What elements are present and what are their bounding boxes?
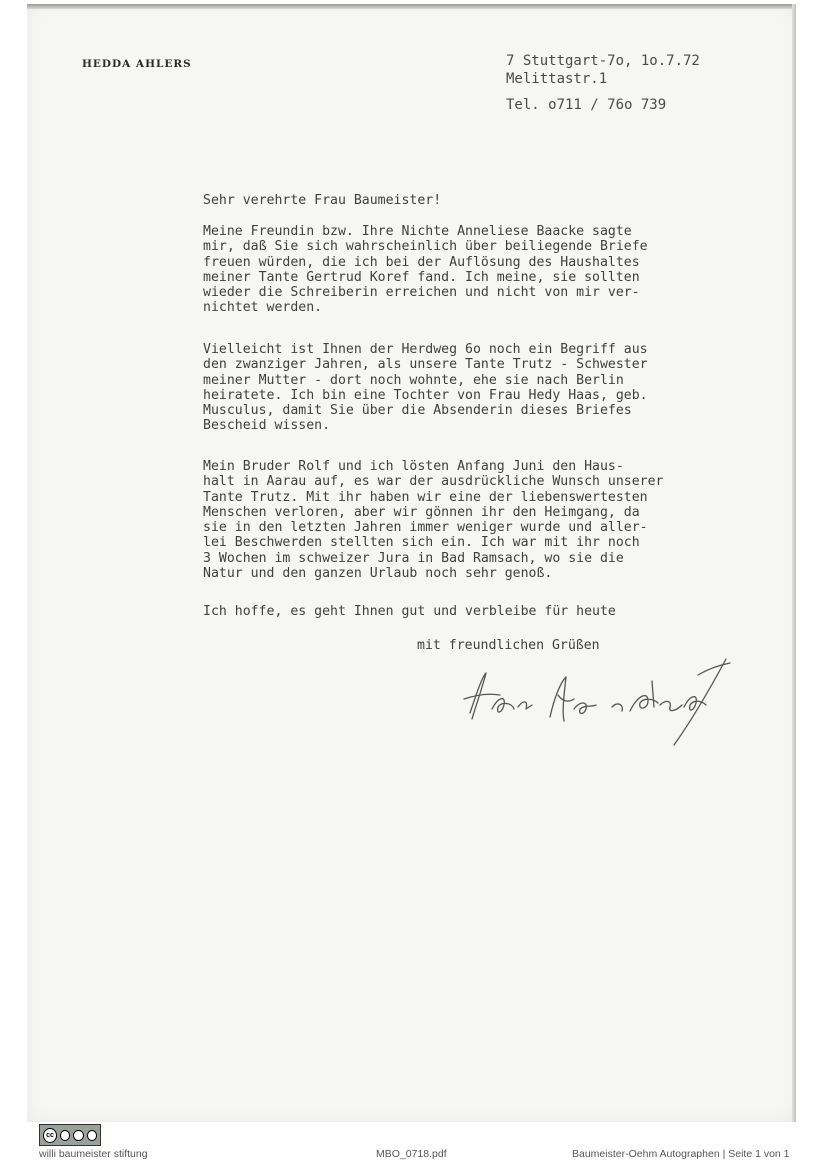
paragraph-4: Ich hoffe, es geht Ihnen gut und verbleibe für heute: [203, 604, 616, 619]
address-line-1: 7 Stuttgart-7o, 1o.7.72: [506, 53, 700, 69]
address-line-2: Melittastr.1: [506, 71, 608, 87]
sender-name: HEDDA AHLERS: [82, 58, 192, 70]
phone-number: Tel. o711 / 76o 739: [506, 97, 667, 113]
nc-icon: [73, 1130, 83, 1141]
paragraph-3: Mein Bruder Rolf und ich lösten Anfang Juni den Haus- halt in Aarau auf, es war der ausdrückliche Wunsch unserer Tante Trutz. Mit ihr haben wir eine der liebenswertesten Menschen verloren, aber wir gönnen ihr den Heimgang, da sie in den letzten Jahren immer weniger wurde und aller- lei Beschwerden stellten sich ein. Ich war mit ihr noch 3 Wochen im schweizer Jura in Bad Ramsach, wo sie die Natur und den ganzen Urlaub noch sehr genoß.: [203, 459, 664, 582]
page-right-edge: [792, 4, 796, 1122]
salutation: Sehr verehrte Frau Baumeister!: [203, 193, 442, 208]
page-top-edge: [27, 4, 796, 9]
paragraph-1: Meine Freundin bzw. Ihre Nichte Anneliese Baacke sagte mir, daß Sie sich wahrscheinlich über beiliegende Briefe freuen würden, die ich bei der Auflösung des Haushaltes meiner Tante Gertrud Koref fand. Ich meine, sie sollten wieder die Schreiberin erreichen und nicht von mir ver- nichtet werden.: [203, 224, 648, 316]
by-icon: [60, 1130, 70, 1141]
handwritten-signature: [462, 655, 742, 750]
footer-page-info: Baumeister-Oehm Autographen | Seite 1 von 1: [572, 1148, 790, 1160]
sa-icon: [87, 1130, 97, 1141]
closing-line: mit freundlichen Grüßen: [417, 638, 600, 653]
footer-foundation: willi baumeister stiftung: [39, 1148, 148, 1160]
footer-filename: MBO_0718.pdf: [376, 1148, 447, 1160]
paragraph-2: Vielleicht ist Ihnen der Herdweg 6o noch ein Begriff aus den zwanziger Jahren, als unsere Tante Trutz - Schwester meiner Mutter - dort noch wohnte, ehe sie nach Berlin heiratete. Ich bin eine Tochter von Frau Hedy Haas, geb. Musculus, damit Sie über die Absenderin dieses Briefes Bescheid wissen.: [203, 342, 648, 434]
cc-by-nc-sa-icon: [39, 1124, 101, 1146]
cc-icon: cc: [43, 1128, 57, 1143]
